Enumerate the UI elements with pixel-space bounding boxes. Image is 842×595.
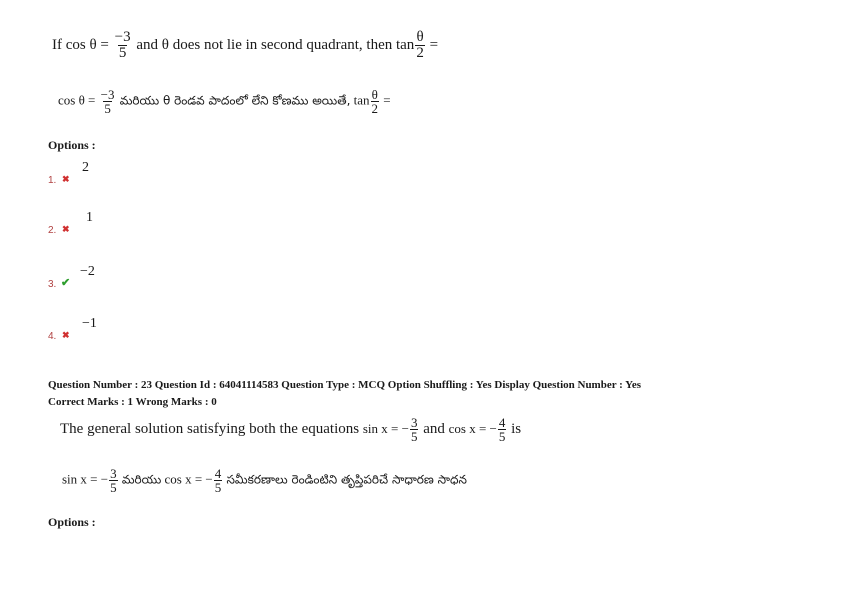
- q2-cos-fraction: [498, 416, 507, 443]
- q2-prefix: The general solution satisfying both the equations: [60, 420, 360, 437]
- q1-te-cos-prefix: cos θ =: [58, 92, 96, 108]
- option-value: −1: [82, 316, 97, 331]
- q1-te-tan-label: tan: [353, 92, 370, 108]
- q1-te-tan-denominator: 2: [371, 101, 379, 116]
- q2-te-sin-denominator: 5: [110, 480, 117, 495]
- q1-option-1[interactable]: [48, 160, 168, 190]
- q1-cos-fraction: [114, 30, 132, 61]
- q2-te-cos-label: cos x = −: [164, 471, 213, 487]
- question-meta-line: Question Number : 23 Question Id : 64041114583 Question Type : MCQ Option Shuffling : Yes Display Question Number : Yes: [48, 379, 642, 391]
- q1-equals: =: [429, 36, 439, 53]
- q1-te-tan-fraction: [371, 88, 380, 115]
- q2-cos-label: cos x = −: [448, 420, 497, 436]
- q1-cos-numerator: −3: [114, 29, 131, 45]
- option-number: 3.: [48, 279, 57, 290]
- question-2-english: [60, 416, 521, 443]
- q2-sin-fraction: [410, 416, 419, 443]
- q2-te-sin-numerator: 3: [110, 466, 117, 481]
- q1-te-tan-numerator: θ: [371, 87, 378, 102]
- q1-tan-label: tan: [395, 36, 415, 53]
- option-number: 2.: [48, 225, 57, 236]
- q2-te-cos-denominator: 5: [214, 480, 222, 495]
- marks-meta-line: Correct Marks : 1 Wrong Marks : 0: [48, 396, 217, 408]
- q2-te-text: సమీకరణాలు రెండింటిని తృప్తిపరిచే సాధారణ సాధన: [226, 472, 467, 487]
- option-number: 1.: [48, 175, 57, 186]
- question-1-telugu: [58, 88, 391, 115]
- q2-sin-denominator: 5: [410, 429, 418, 444]
- q1-middle-text: and θ does not lie in second quadrant, then: [136, 36, 393, 53]
- question-1-english: [52, 30, 438, 61]
- q2-sin-numerator: 3: [410, 415, 418, 430]
- q2-cos-denominator: 5: [498, 429, 506, 444]
- question-2-telugu: [62, 467, 467, 494]
- q1-tan-denominator: 2: [416, 45, 424, 61]
- option-value: 1: [86, 210, 93, 225]
- option-value: −2: [80, 264, 95, 279]
- q1-te-text: మరియు θ రెండవ పాదంలో లేని కోణము అయితే,: [119, 93, 351, 108]
- q1-te-cos-denominator: 5: [104, 101, 111, 116]
- q2-te-cos-numerator: 4: [214, 466, 222, 481]
- q2-cos-numerator: 4: [498, 415, 506, 430]
- q1-te-cos-numerator: −3: [100, 87, 115, 102]
- wrong-mark-icon: ✖: [62, 174, 70, 184]
- q1-options-label: Options :: [48, 138, 96, 152]
- correct-check-icon: ✔: [61, 277, 71, 289]
- q2-te-sin-fraction: [109, 467, 118, 494]
- option-number: 4.: [48, 331, 57, 342]
- q2-options-label: Options :: [48, 515, 96, 529]
- option-value: 2: [82, 160, 89, 175]
- wrong-mark-icon: ✖: [62, 224, 70, 234]
- q2-and: and: [423, 420, 445, 437]
- q2-te-and: మరియు: [121, 472, 162, 487]
- q1-cos-denominator: 5: [118, 45, 127, 61]
- q1-option-3[interactable]: [48, 264, 168, 294]
- q2-is: is: [511, 420, 522, 437]
- q2-te-sin-label: sin x = −: [62, 471, 109, 487]
- q1-tan-numerator: θ: [416, 29, 424, 45]
- wrong-mark-icon: ✖: [62, 330, 70, 340]
- q1-option-4[interactable]: [48, 316, 168, 346]
- q2-te-cos-fraction: [214, 467, 223, 494]
- q2-sin-label: sin x = −: [362, 420, 409, 436]
- q1-te-equals: =: [383, 92, 391, 108]
- q1-te-cos-fraction: [100, 88, 116, 115]
- q1-tan-fraction: [415, 30, 425, 61]
- q1-option-2[interactable]: [48, 210, 168, 240]
- q1-cos-prefix: If cos θ =: [52, 36, 109, 53]
